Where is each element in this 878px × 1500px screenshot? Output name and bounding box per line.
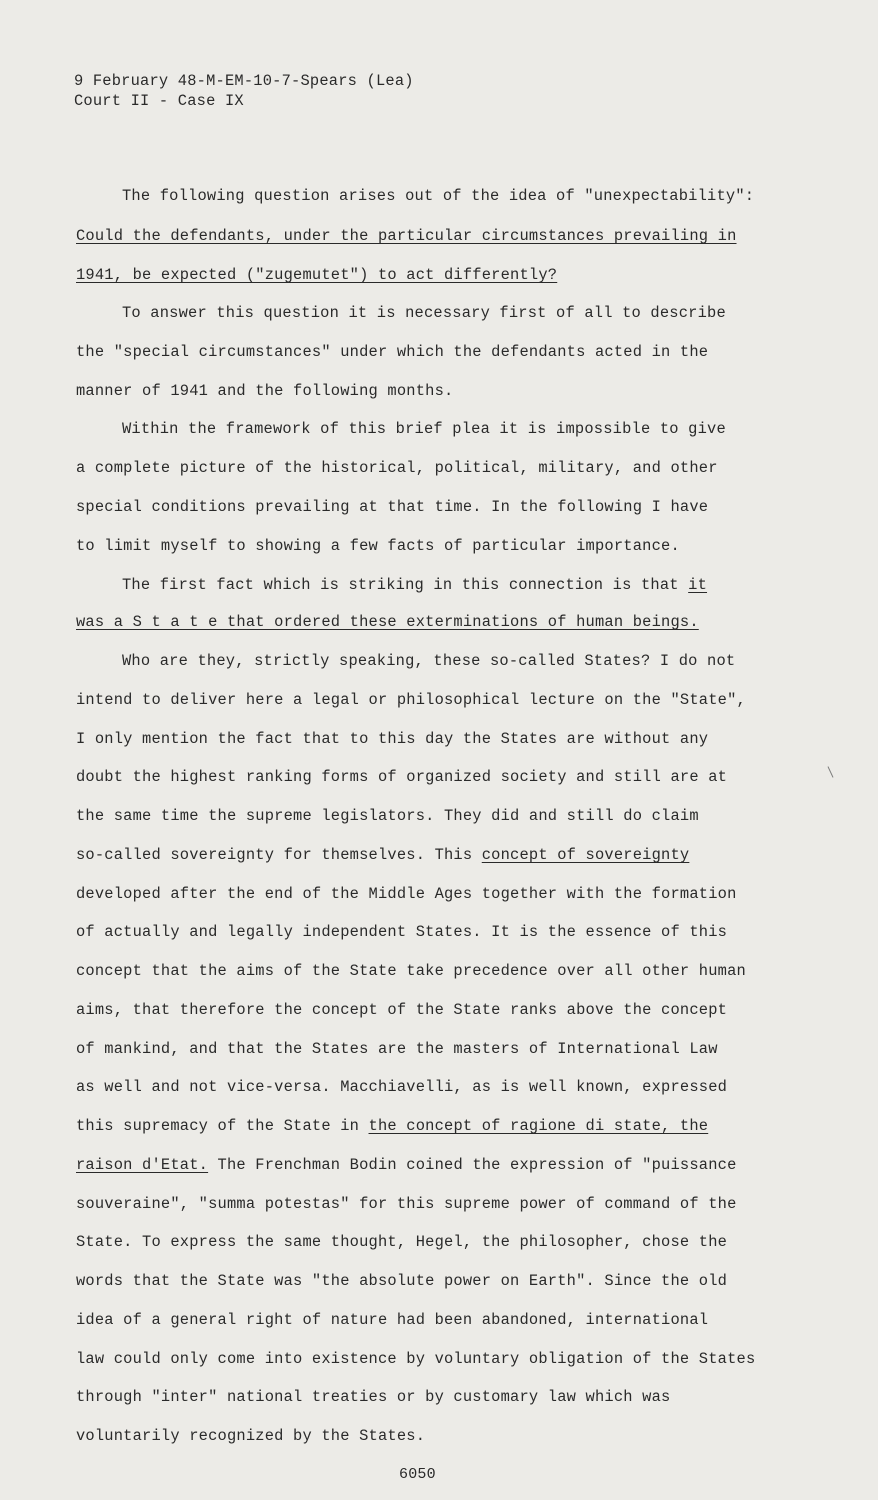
text-line (76, 1116, 708, 1136)
text-line: Who are they, strictly speaking, these so-called States? I do not (122, 652, 736, 670)
text-line: Within the framework of this brief plea it is impossible to give (122, 420, 726, 438)
text-segment-underlined: the concept of ragione di state, the (368, 1117, 709, 1135)
text-line-underlined: Could the defendants, under the particular circumstances prevailing in (76, 227, 737, 245)
text-line: law could only come into existence by voluntary obligation of the States (76, 1350, 756, 1368)
text-line: voluntarily recognized by the States. (76, 1427, 426, 1445)
text-line: To answer this question it is necessary first of all to describe (122, 304, 726, 322)
text-segment: this supremacy of the State in (76, 1117, 369, 1135)
text-line-underlined: 1941, be expected ("zugemutet") to act differently? (76, 266, 558, 284)
text-line: the same time the supreme legislators. They did and still do claim (76, 807, 699, 825)
text-line-underlined: was a S t a t e that ordered these exterminations of human beings. (76, 613, 699, 631)
text-line: to limit myself to showing a few facts of particular importance. (76, 537, 680, 555)
text-line: intend to deliver here a legal or philosophical lecture on the "State", (76, 691, 746, 709)
text-line (76, 845, 689, 865)
text-segment: The first fact which is striking in this connection is that (122, 576, 689, 594)
text-segment-underlined: it (688, 576, 708, 594)
text-line: through "inter" national treaties or by customary law which was (76, 1388, 671, 1406)
text-line (122, 575, 707, 595)
text-segment: so-called sovereignty for themselves. This (76, 846, 482, 864)
text-line: idea of a general right of nature had been abandoned, international (76, 1311, 709, 1329)
text-line: words that the State was "the absolute power on Earth". Since the old (76, 1272, 728, 1290)
text-line: State. To express the same thought, Hegel, the philosopher, chose the (76, 1233, 728, 1251)
text-segment-underlined: concept of sovereignty (481, 846, 690, 864)
text-line: souveraine", "summa potestas" for this supreme power of command of the (76, 1195, 737, 1213)
text-line: aims, that therefore the concept of the State ranks above the concept (76, 1001, 728, 1019)
text-line: special conditions prevailing at that time. In the following I have (76, 498, 709, 516)
header-line-date-reference: 9 February 48-M-EM-10-7-Spears (Lea) (74, 72, 414, 90)
text-line: of mankind, and that the States are the masters of International Law (76, 1040, 718, 1058)
text-segment: The Frenchman Bodin coined the expression of "puissance (208, 1156, 737, 1174)
text-line: concept that the aims of the State take precedence over all other human (76, 962, 746, 980)
header-line-court-case: Court II - Case IX (74, 92, 244, 110)
text-segment-underlined: raison d'Etat. (76, 1156, 209, 1174)
text-line: manner of 1941 and the following months. (76, 382, 454, 400)
text-line (76, 1155, 737, 1175)
stray-ink-mark (828, 766, 834, 777)
text-line: of actually and legally independent States. It is the essence of this (76, 923, 728, 941)
text-line: I only mention the fact that to this day the States are without any (76, 730, 709, 748)
text-line: developed after the end of the Middle Ages together with the formation (76, 885, 737, 903)
text-line: as well and not vice-versa. Macchiavelli, as is well known, expressed (76, 1078, 728, 1096)
text-line: a complete picture of the historical, political, military, and other (76, 459, 718, 477)
text-line: doubt the highest ranking forms of organized society and still are at (76, 768, 728, 786)
text-line: the "special circumstances" under which the defendants acted in the (76, 343, 709, 361)
text-line: The following question arises out of the idea of "unexpectability": (122, 187, 755, 205)
page-number: 6050 (399, 1466, 436, 1483)
